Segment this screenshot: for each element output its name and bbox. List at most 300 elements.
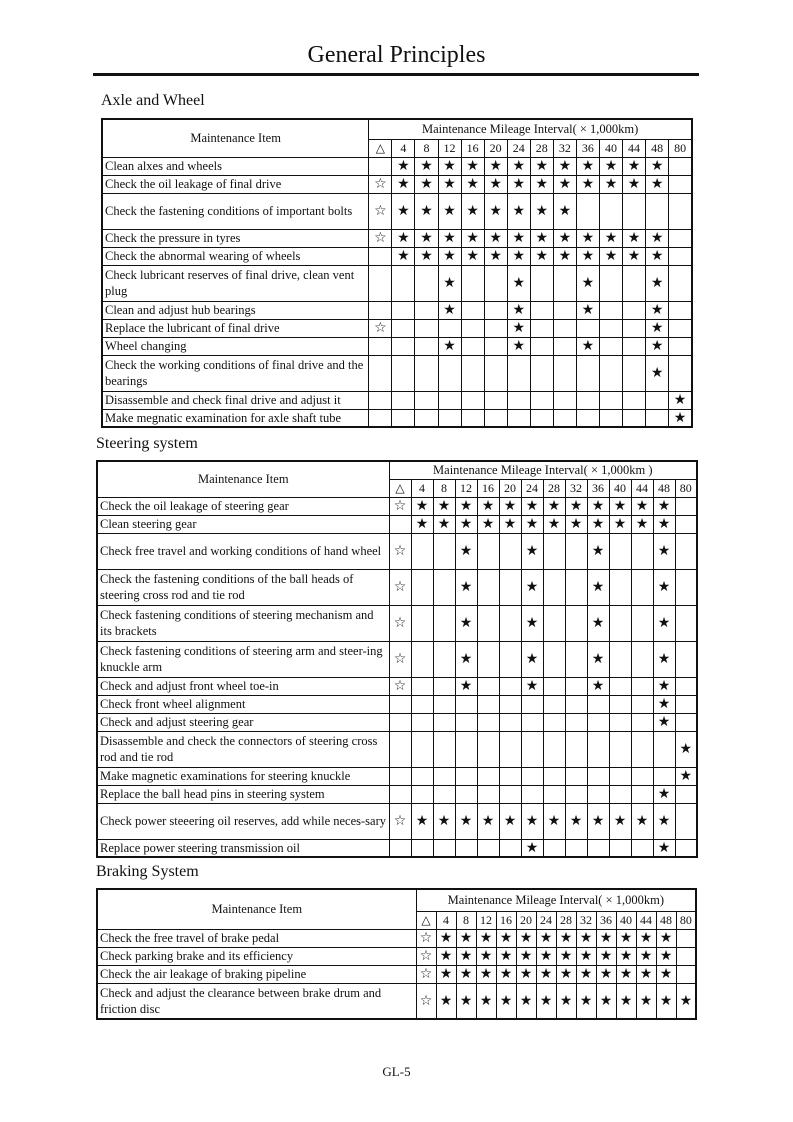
interval-cell xyxy=(576,247,599,265)
interval-cell xyxy=(623,301,646,319)
maintenance-item: Make megnatic examination for axle shaft tube xyxy=(102,409,369,427)
filled-star-icon: ★ xyxy=(604,176,618,192)
filled-star-icon: ★ xyxy=(437,516,451,532)
interval-cell xyxy=(389,695,411,713)
interval-cell xyxy=(455,695,477,713)
interval-cell xyxy=(369,391,392,409)
mileage-column-header: 16 xyxy=(496,911,516,929)
open-star-icon: ☆ xyxy=(419,930,433,946)
interval-cell xyxy=(392,409,415,427)
interval-cell xyxy=(631,677,653,695)
interval-cell xyxy=(565,839,587,857)
open-star-icon: ☆ xyxy=(393,651,407,667)
filled-star-icon: ★ xyxy=(613,498,627,514)
interval-cell xyxy=(576,337,599,355)
interval-cell xyxy=(530,319,553,337)
filled-star-icon: ★ xyxy=(591,579,605,595)
interval-cell xyxy=(631,569,653,605)
table-row xyxy=(97,677,697,695)
interval-cell xyxy=(438,319,461,337)
interval-cell xyxy=(636,929,656,947)
interval-cell xyxy=(521,785,543,803)
interval-cell xyxy=(576,929,596,947)
interval-cell xyxy=(576,229,599,247)
table-row xyxy=(102,301,692,319)
interval-cell xyxy=(461,157,484,175)
mileage-interval-header: Maintenance Mileage Interval( × 1,000km) xyxy=(369,119,692,139)
interval-cell xyxy=(675,641,697,677)
mileage-column-header: 20 xyxy=(484,139,507,157)
interval-cell xyxy=(616,947,636,965)
filled-star-icon: ★ xyxy=(579,948,593,964)
table-row xyxy=(102,391,692,409)
interval-cell xyxy=(477,641,499,677)
filled-star-icon: ★ xyxy=(525,839,539,856)
filled-star-icon: ★ xyxy=(650,302,664,318)
interval-cell xyxy=(646,175,669,193)
interval-cell xyxy=(565,605,587,641)
filled-star-icon: ★ xyxy=(604,248,618,264)
interval-cell xyxy=(496,965,516,983)
filled-star-icon: ★ xyxy=(558,203,572,219)
interval-cell xyxy=(507,391,530,409)
interval-cell xyxy=(631,605,653,641)
open-star-icon: ☆ xyxy=(393,678,407,694)
filled-star-icon: ★ xyxy=(627,230,641,246)
filled-star-icon: ★ xyxy=(397,176,410,192)
interval-cell xyxy=(507,247,530,265)
open-star-icon: ☆ xyxy=(393,615,407,631)
interval-cell xyxy=(553,409,576,427)
mileage-column-header: 44 xyxy=(623,139,646,157)
filled-star-icon: ★ xyxy=(459,992,473,1009)
interval-cell xyxy=(623,391,646,409)
maintenance-item: Check the working conditions of final drive and the bearings xyxy=(102,355,369,391)
interval-cell xyxy=(669,355,692,391)
filled-star-icon: ★ xyxy=(650,365,664,381)
filled-star-icon: ★ xyxy=(420,176,433,192)
interval-cell xyxy=(477,839,499,857)
interval-cell xyxy=(411,695,433,713)
interval-cell xyxy=(530,409,553,427)
interval-cell xyxy=(587,515,609,533)
table-row xyxy=(102,229,692,247)
filled-star-icon: ★ xyxy=(525,651,539,667)
interval-cell xyxy=(411,803,433,839)
interval-cell xyxy=(553,301,576,319)
mileage-column-header: 4 xyxy=(411,479,433,497)
maintenance-item: Check the oil leakage of steering gear xyxy=(97,497,389,515)
interval-cell xyxy=(669,391,692,409)
maintenance-item-header: Maintenance Item xyxy=(102,119,369,157)
interval-cell xyxy=(415,175,438,193)
interval-cell xyxy=(438,409,461,427)
mileage-interval-header: Maintenance Mileage Interval( × 1,000km ) xyxy=(389,461,697,479)
interval-cell xyxy=(609,695,631,713)
interval-cell xyxy=(477,695,499,713)
interval-cell xyxy=(516,983,536,1019)
table-row xyxy=(97,641,697,677)
interval-cell xyxy=(553,193,576,229)
filled-star-icon: ★ xyxy=(420,248,433,264)
mileage-column-header: 28 xyxy=(556,911,576,929)
interval-cell xyxy=(676,929,696,947)
interval-cell xyxy=(433,695,455,713)
interval-cell xyxy=(623,247,646,265)
filled-star-icon: ★ xyxy=(558,176,572,192)
filled-star-icon: ★ xyxy=(459,543,473,559)
interval-cell xyxy=(507,355,530,391)
mileage-column-header: 8 xyxy=(433,479,455,497)
interval-cell xyxy=(433,785,455,803)
filled-star-icon: ★ xyxy=(439,966,453,982)
filled-star-icon: ★ xyxy=(512,302,525,318)
filled-star-icon: ★ xyxy=(657,516,671,532)
interval-cell xyxy=(553,247,576,265)
filled-star-icon: ★ xyxy=(512,230,525,246)
filled-star-icon: ★ xyxy=(512,203,525,219)
interval-cell xyxy=(623,409,646,427)
interval-cell xyxy=(543,641,565,677)
maintenance-item-header: Maintenance Item xyxy=(97,889,416,929)
maintenance-item-header: Maintenance Item xyxy=(97,461,389,497)
triangle-column-header xyxy=(416,911,436,929)
interval-cell xyxy=(653,713,675,731)
table-row xyxy=(102,193,692,229)
filled-star-icon: ★ xyxy=(397,158,410,174)
filled-star-icon: ★ xyxy=(459,651,473,667)
filled-star-icon: ★ xyxy=(635,498,649,514)
interval-cell xyxy=(477,767,499,785)
filled-star-icon: ★ xyxy=(657,696,671,712)
interval-cell xyxy=(369,355,392,391)
interval-cell xyxy=(676,947,696,965)
maintenance-item: Check parking brake and its efficiency xyxy=(97,947,416,965)
maintenance-item: Check the air leakage of braking pipeline xyxy=(97,965,416,983)
filled-star-icon: ★ xyxy=(459,930,473,946)
filled-star-icon: ★ xyxy=(512,158,525,174)
interval-cell xyxy=(553,355,576,391)
interval-cell xyxy=(477,605,499,641)
interval-cell xyxy=(392,175,415,193)
interval-cell xyxy=(433,767,455,785)
section-heading-braking: Braking System xyxy=(96,863,199,880)
interval-cell xyxy=(587,713,609,731)
interval-cell xyxy=(653,839,675,857)
interval-cell xyxy=(436,983,456,1019)
interval-cell xyxy=(499,713,521,731)
mileage-column-header: 32 xyxy=(565,479,587,497)
filled-star-icon: ★ xyxy=(639,966,653,982)
interval-cell xyxy=(496,983,516,1019)
maintenance-item: Check and adjust the clearance between brake drum and friction disc xyxy=(97,983,416,1019)
interval-cell xyxy=(389,767,411,785)
table-row xyxy=(97,533,697,569)
interval-cell xyxy=(521,731,543,767)
filled-star-icon: ★ xyxy=(619,992,633,1009)
interval-cell xyxy=(496,947,516,965)
interval-cell xyxy=(521,641,543,677)
interval-cell xyxy=(521,533,543,569)
interval-cell xyxy=(565,785,587,803)
interval-cell xyxy=(433,839,455,857)
interval-cell xyxy=(565,569,587,605)
filled-star-icon: ★ xyxy=(443,158,456,174)
interval-cell xyxy=(609,785,631,803)
interval-cell xyxy=(675,695,697,713)
page-title: General Principles xyxy=(307,42,486,68)
interval-cell xyxy=(369,157,392,175)
interval-cell xyxy=(476,965,496,983)
interval-cell xyxy=(415,319,438,337)
table-row xyxy=(97,785,697,803)
filled-star-icon: ★ xyxy=(579,992,593,1009)
interval-cell xyxy=(669,229,692,247)
interval-cell xyxy=(609,497,631,515)
filled-star-icon: ★ xyxy=(591,498,605,514)
filled-star-icon: ★ xyxy=(499,992,513,1009)
interval-cell xyxy=(653,731,675,767)
interval-cell xyxy=(543,677,565,695)
filled-star-icon: ★ xyxy=(525,615,539,631)
interval-cell xyxy=(599,409,622,427)
interval-cell xyxy=(438,355,461,391)
interval-cell xyxy=(455,497,477,515)
filled-star-icon: ★ xyxy=(525,543,539,559)
interval-cell xyxy=(499,569,521,605)
interval-cell xyxy=(616,983,636,1019)
table-row xyxy=(102,355,692,391)
maintenance-item: Check the abnormal wearing of wheels xyxy=(102,247,369,265)
interval-cell xyxy=(389,839,411,857)
interval-cell xyxy=(411,677,433,695)
table-row xyxy=(97,767,697,785)
interval-cell xyxy=(576,965,596,983)
filled-star-icon: ★ xyxy=(525,498,539,514)
interval-cell xyxy=(599,247,622,265)
interval-cell xyxy=(530,247,553,265)
interval-cell xyxy=(636,983,656,1019)
interval-cell xyxy=(656,947,676,965)
interval-cell xyxy=(609,677,631,695)
interval-cell xyxy=(411,785,433,803)
interval-cell xyxy=(433,497,455,515)
open-star-icon: ☆ xyxy=(393,543,407,559)
maintenance-item: Check and adjust front wheel toe-in xyxy=(97,677,389,695)
filled-star-icon: ★ xyxy=(519,948,533,964)
interval-cell xyxy=(499,731,521,767)
header-row xyxy=(97,461,697,479)
filled-star-icon: ★ xyxy=(397,230,410,246)
filled-star-icon: ★ xyxy=(539,992,553,1009)
interval-cell xyxy=(369,229,392,247)
interval-cell xyxy=(543,695,565,713)
mileage-column-header: 40 xyxy=(609,479,631,497)
interval-cell xyxy=(415,229,438,247)
section-heading-steering: Steering system xyxy=(96,435,198,452)
interval-cell xyxy=(369,193,392,229)
filled-star-icon: ★ xyxy=(591,615,605,631)
interval-cell xyxy=(553,319,576,337)
maintenance-item: Clean and adjust hub bearings xyxy=(102,301,369,319)
interval-cell xyxy=(455,641,477,677)
interval-cell xyxy=(484,247,507,265)
interval-cell xyxy=(631,533,653,569)
filled-star-icon: ★ xyxy=(559,966,573,982)
interval-cell xyxy=(576,319,599,337)
interval-cell xyxy=(389,785,411,803)
interval-cell xyxy=(587,839,609,857)
filled-star-icon: ★ xyxy=(443,203,456,219)
interval-cell xyxy=(507,319,530,337)
filled-star-icon: ★ xyxy=(547,813,561,829)
interval-cell xyxy=(499,785,521,803)
mileage-column-header: 20 xyxy=(499,479,521,497)
filled-star-icon: ★ xyxy=(466,176,479,192)
interval-cell xyxy=(631,713,653,731)
filled-star-icon: ★ xyxy=(657,615,671,631)
interval-cell xyxy=(587,677,609,695)
filled-star-icon: ★ xyxy=(604,158,618,174)
filled-star-icon: ★ xyxy=(657,678,671,694)
mileage-column-header: 24 xyxy=(536,911,556,929)
interval-cell xyxy=(433,803,455,839)
interval-cell xyxy=(484,409,507,427)
interval-cell xyxy=(543,731,565,767)
interval-cell xyxy=(477,785,499,803)
interval-cell xyxy=(461,265,484,301)
filled-star-icon: ★ xyxy=(519,930,533,946)
filled-star-icon: ★ xyxy=(650,248,664,264)
interval-cell xyxy=(576,193,599,229)
filled-star-icon: ★ xyxy=(613,813,627,829)
interval-cell xyxy=(653,767,675,785)
mileage-column-header: 48 xyxy=(653,479,675,497)
filled-star-icon: ★ xyxy=(466,158,479,174)
filled-star-icon: ★ xyxy=(591,516,605,532)
filled-star-icon: ★ xyxy=(439,992,453,1009)
maintenance-item: Check the fastening conditions of the ball heads of steering cross rod and tie rod xyxy=(97,569,389,605)
interval-cell xyxy=(587,731,609,767)
interval-cell xyxy=(477,497,499,515)
filled-star-icon: ★ xyxy=(443,248,456,264)
maintenance-item: Replace power steering transmission oil xyxy=(97,839,389,857)
open-star-icon: ☆ xyxy=(393,579,407,595)
interval-cell xyxy=(631,803,653,839)
interval-cell xyxy=(411,515,433,533)
interval-cell xyxy=(553,265,576,301)
filled-star-icon: ★ xyxy=(479,948,493,964)
interval-cell xyxy=(369,319,392,337)
filled-star-icon: ★ xyxy=(657,579,671,595)
interval-cell xyxy=(484,337,507,355)
interval-cell xyxy=(461,301,484,319)
interval-cell xyxy=(536,965,556,983)
triangle-symbol: △ xyxy=(375,141,385,155)
filled-star-icon: ★ xyxy=(420,230,433,246)
header-row xyxy=(97,889,696,911)
interval-cell xyxy=(623,229,646,247)
interval-cell xyxy=(543,785,565,803)
interval-cell xyxy=(455,605,477,641)
filled-star-icon: ★ xyxy=(481,813,495,829)
mileage-column-header: 28 xyxy=(530,139,553,157)
interval-cell xyxy=(599,157,622,175)
interval-cell xyxy=(646,409,669,427)
interval-cell xyxy=(565,713,587,731)
interval-cell xyxy=(543,533,565,569)
interval-cell xyxy=(609,731,631,767)
interval-cell xyxy=(392,193,415,229)
interval-cell xyxy=(516,965,536,983)
interval-cell xyxy=(556,983,576,1019)
interval-cell xyxy=(675,677,697,695)
interval-cell xyxy=(521,677,543,695)
interval-cell xyxy=(499,839,521,857)
interval-cell xyxy=(596,947,616,965)
interval-cell xyxy=(415,355,438,391)
interval-cell xyxy=(543,569,565,605)
interval-cell xyxy=(596,965,616,983)
interval-cell xyxy=(477,713,499,731)
filled-star-icon: ★ xyxy=(503,516,517,532)
mileage-column-header: 44 xyxy=(631,479,653,497)
filled-star-icon: ★ xyxy=(459,966,473,982)
interval-cell xyxy=(587,785,609,803)
table-row xyxy=(102,265,692,301)
interval-cell xyxy=(599,193,622,229)
interval-cell xyxy=(477,677,499,695)
filled-star-icon: ★ xyxy=(673,409,687,426)
mileage-column-header: 80 xyxy=(669,139,692,157)
interval-cell xyxy=(389,641,411,677)
interval-cell xyxy=(543,803,565,839)
interval-cell xyxy=(484,157,507,175)
interval-cell xyxy=(521,497,543,515)
interval-cell xyxy=(543,713,565,731)
interval-cell xyxy=(507,301,530,319)
interval-cell xyxy=(553,337,576,355)
interval-cell xyxy=(631,497,653,515)
open-star-icon: ☆ xyxy=(419,966,433,982)
interval-cell xyxy=(438,337,461,355)
filled-star-icon: ★ xyxy=(659,948,673,964)
interval-cell xyxy=(455,803,477,839)
interval-cell xyxy=(415,247,438,265)
filled-star-icon: ★ xyxy=(659,966,673,982)
interval-cell xyxy=(461,247,484,265)
interval-cell xyxy=(521,695,543,713)
mileage-column-header: 80 xyxy=(675,479,697,497)
interval-cell xyxy=(496,929,516,947)
braking-table xyxy=(96,888,697,1020)
interval-cell xyxy=(389,569,411,605)
interval-cell xyxy=(392,247,415,265)
maintenance-item: Make magnetic examinations for steering knuckle xyxy=(97,767,389,785)
filled-star-icon: ★ xyxy=(415,498,429,514)
interval-cell xyxy=(646,229,669,247)
interval-cell xyxy=(646,391,669,409)
filled-star-icon: ★ xyxy=(627,158,641,174)
table-row xyxy=(97,965,696,983)
filled-star-icon: ★ xyxy=(415,516,429,532)
interval-cell xyxy=(369,301,392,319)
interval-cell xyxy=(675,785,697,803)
interval-cell xyxy=(461,229,484,247)
filled-star-icon: ★ xyxy=(639,930,653,946)
interval-cell xyxy=(587,641,609,677)
filled-star-icon: ★ xyxy=(459,678,473,694)
